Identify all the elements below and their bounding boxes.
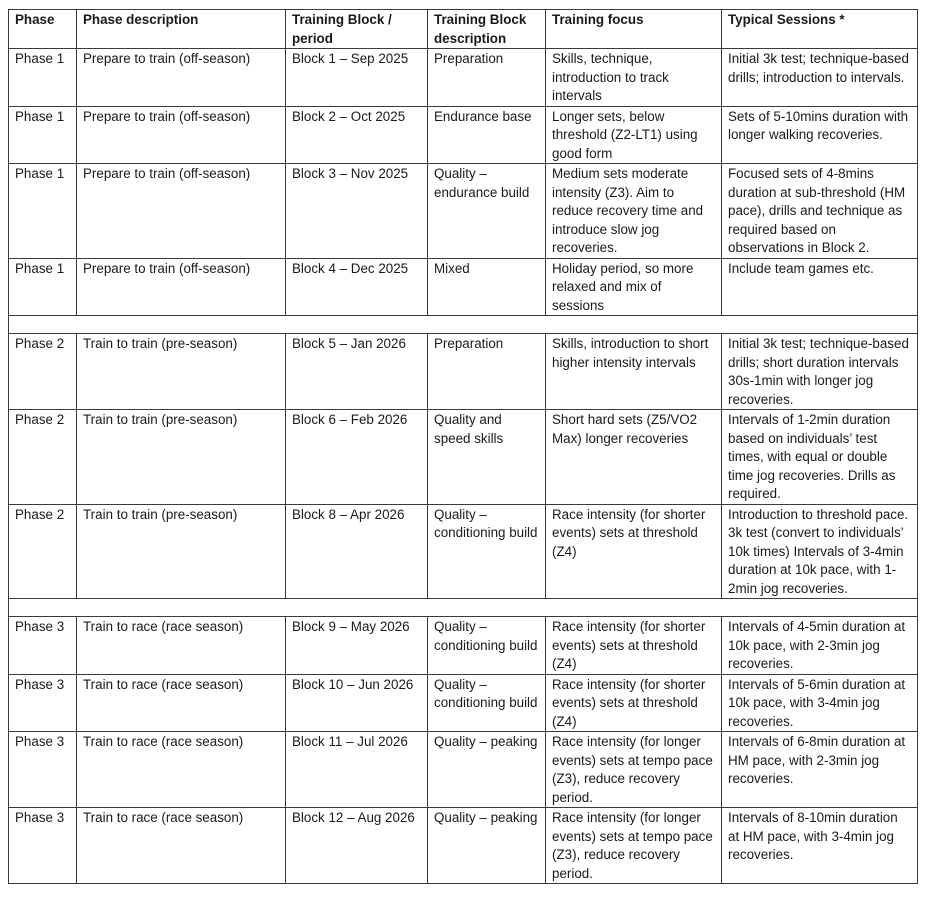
table-row [9,732,918,808]
header-phase: Phase [9,10,77,49]
table-row [9,504,918,599]
cell-phase: Phase 1 [9,106,77,164]
cell-phase-description: Prepare to train (off-season) [77,258,286,316]
training-plan-document [8,9,918,884]
cell-phase-description: Train to train (pre-season) [77,504,286,599]
cell-focus: Race intensity (for shorter events) sets at threshold (Z4) [546,674,722,732]
cell-phase-description: Train to race (race season) [77,732,286,808]
training-plan-table [8,9,918,884]
cell-block-description: Quality – endurance build [428,164,546,259]
cell-phase: Phase 2 [9,410,77,505]
cell-phase: Phase 2 [9,334,77,410]
cell-block-description: Quality and speed skills [428,410,546,505]
table-row [9,808,918,884]
table-row [9,164,918,259]
cell-phase: Phase 3 [9,674,77,732]
cell-sessions: Focused sets of 4-8mins duration at sub-threshold (HM pace), drills and technique as required based on observations in Block 2. [722,164,918,259]
cell-focus: Short hard sets (Z5/VO2 Max) longer recoveries [546,410,722,505]
cell-focus: Skills, introduction to short higher intensity intervals [546,334,722,410]
header-block-description: Training Block description [428,10,546,49]
phase-separator [9,316,918,334]
cell-block-description: Endurance base [428,106,546,164]
cell-focus: Race intensity (for longer events) sets at tempo pace (Z3), reduce recovery period. [546,808,722,884]
cell-sessions: Initial 3k test; technique-based drills; short duration intervals 30s-1min with longer jog recoveries. [722,334,918,410]
cell-block-description: Quality – conditioning build [428,504,546,599]
cell-sessions: Intervals of 6-8min duration at HM pace, with 2-3min jog recoveries. [722,732,918,808]
table-row [9,258,918,316]
cell-phase-description: Train to race (race season) [77,617,286,675]
table-row [9,410,918,505]
table-row [9,674,918,732]
cell-block: Block 11 – Jul 2026 [286,732,428,808]
cell-block: Block 12 – Aug 2026 [286,808,428,884]
cell-focus: Skills, technique, introduction to track intervals [546,49,722,107]
cell-phase: Phase 1 [9,164,77,259]
cell-block-description: Quality – peaking [428,732,546,808]
cell-block-description: Quality – peaking [428,808,546,884]
cell-focus: Holiday period, so more relaxed and mix of sessions [546,258,722,316]
header-training-block: Training Block / period [286,10,428,49]
cell-phase-description: Prepare to train (off-season) [77,164,286,259]
cell-block: Block 6 – Feb 2026 [286,410,428,505]
cell-sessions: Intervals of 5-6min duration at 10k pace, with 3-4min jog recoveries. [722,674,918,732]
cell-block: Block 10 – Jun 2026 [286,674,428,732]
cell-sessions: Sets of 5-10mins duration with longer walking recoveries. [722,106,918,164]
cell-phase-description: Train to train (pre-season) [77,334,286,410]
cell-phase-description: Train to train (pre-season) [77,410,286,505]
phase-separator [9,599,918,617]
cell-phase-description: Train to race (race season) [77,674,286,732]
header-phase-description: Phase description [77,10,286,49]
cell-block: Block 4 – Dec 2025 [286,258,428,316]
cell-block-description: Quality – conditioning build [428,674,546,732]
cell-block: Block 5 – Jan 2026 [286,334,428,410]
cell-phase: Phase 3 [9,732,77,808]
cell-phase: Phase 1 [9,258,77,316]
cell-focus: Medium sets moderate intensity (Z3). Aim to reduce recovery time and introduce slow jog recoveries. [546,164,722,259]
cell-sessions: Include team games etc. [722,258,918,316]
cell-sessions: Intervals of 4-5min duration at 10k pace, with 2-3min jog recoveries. [722,617,918,675]
table-row [9,106,918,164]
cell-block: Block 1 – Sep 2025 [286,49,428,107]
cell-phase: Phase 1 [9,49,77,107]
cell-sessions: Intervals of 1-2min duration based on individuals’ test times, with equal or double time jog recoveries. Drills as required. [722,410,918,505]
cell-sessions: Introduction to threshold pace. 3k test (convert to individuals’ 10k times) Intervals of 3-4min duration at 10k pace, with 1-2min jog recoveries. [722,504,918,599]
cell-focus: Race intensity (for shorter events) sets at threshold (Z4) [546,617,722,675]
cell-sessions: Initial 3k test; technique-based drills; introduction to intervals. [722,49,918,107]
phase-separator-row [9,316,918,334]
cell-phase-description: Prepare to train (off-season) [77,49,286,107]
cell-block-description: Mixed [428,258,546,316]
cell-block: Block 2 – Oct 2025 [286,106,428,164]
table-row [9,49,918,107]
phase-separator-row [9,599,918,617]
header-row [9,10,918,49]
cell-phase-description: Train to race (race season) [77,808,286,884]
cell-focus: Race intensity (for shorter events) sets at threshold (Z4) [546,504,722,599]
header-training-focus: Training focus [546,10,722,49]
cell-block: Block 3 – Nov 2025 [286,164,428,259]
cell-focus: Race intensity (for longer events) sets at tempo pace (Z3), reduce recovery period. [546,732,722,808]
cell-phase: Phase 3 [9,617,77,675]
cell-block-description: Preparation [428,49,546,107]
cell-phase-description: Prepare to train (off-season) [77,106,286,164]
table-row [9,617,918,675]
cell-sessions: Intervals of 8-10min duration at HM pace, with 3-4min jog recoveries. [722,808,918,884]
cell-focus: Longer sets, below threshold (Z2-LT1) using good form [546,106,722,164]
cell-phase: Phase 3 [9,808,77,884]
cell-block: Block 9 – May 2026 [286,617,428,675]
table-row [9,334,918,410]
cell-block-description: Preparation [428,334,546,410]
cell-block: Block 8 – Apr 2026 [286,504,428,599]
header-typical-sessions: Typical Sessions * [722,10,918,49]
cell-phase: Phase 2 [9,504,77,599]
cell-block-description: Quality – conditioning build [428,617,546,675]
